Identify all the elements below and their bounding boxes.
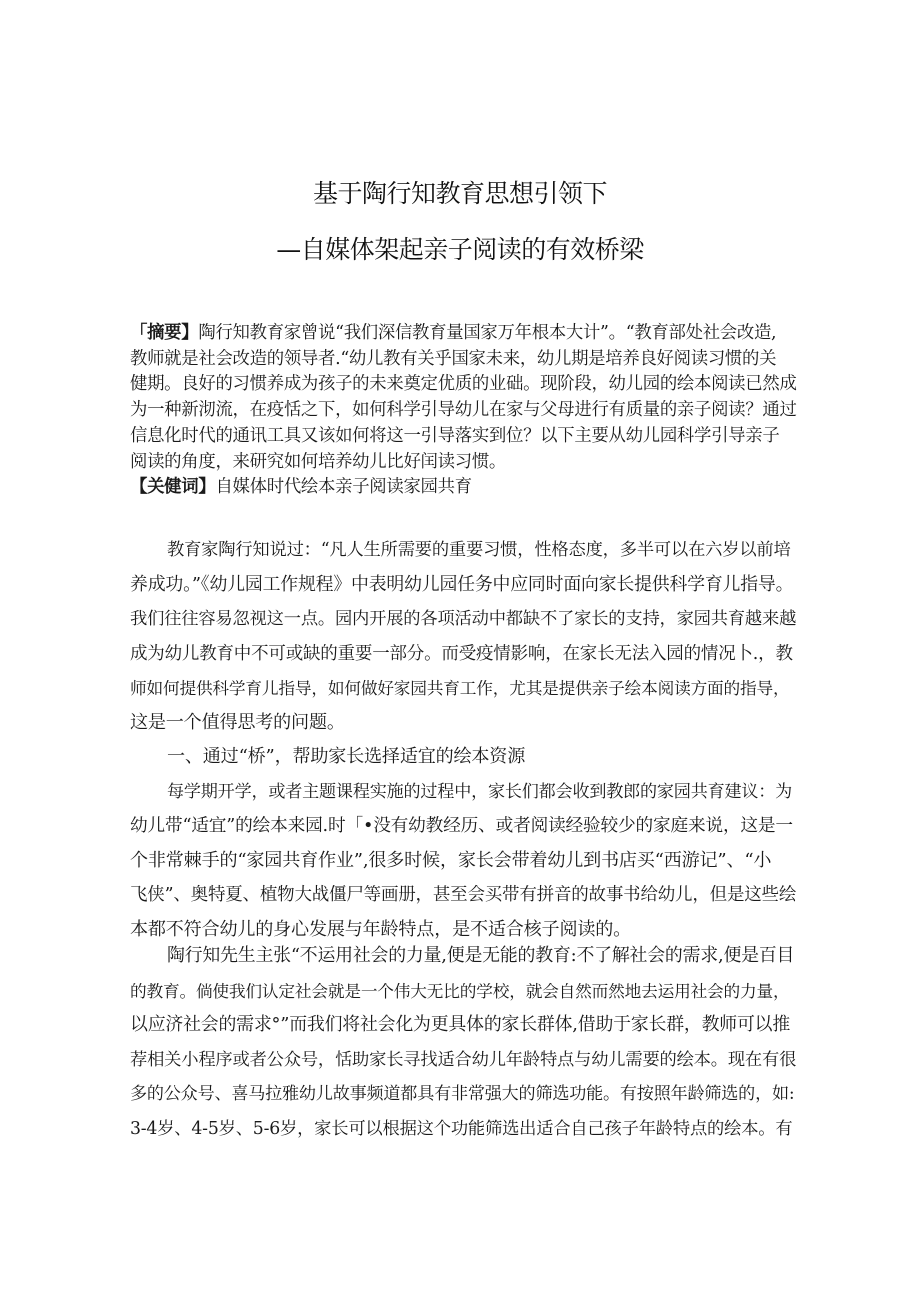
paragraph-line: 成为幼儿教育中不可或缺的重要一部分。而受疫情影响，在家长无法入园的情况卜.，教	[130, 643, 793, 664]
keywords-text: 自媒体时代绘本亲子阅读家园共育	[215, 477, 472, 498]
paragraph-line: 个非常棘手的“家园共育作业”,很多时候，家长会带着幼儿到书店买“西游记”、“小	[130, 849, 772, 871]
abstract-line: 健期。良好的习惯养成为孩子的未来奠定优质的业础。现阶段，幼儿园的绘本阅读已然成	[130, 374, 797, 395]
paragraph-line: 的教育。倘使我们认定社会就是一个伟大无比的学校，就会自然而然地去运用社会的力量，	[130, 980, 790, 1001]
paragraph-line: 这是一个值得思考的问题。	[130, 711, 345, 733]
keywords-label: 【关健词】	[130, 477, 216, 498]
abstract-line: 阅读的角度，来研究如何培养幼儿比好闰读习惯。	[130, 451, 506, 472]
document-title-line-2: —自媒体架起亲子阅读的有效桥梁	[276, 235, 644, 264]
paragraph-line: 多的公众号、喜马拉雅幼儿故事频道都具有非常强大的筛选功能。有按照年龄筛选的，如:	[130, 1084, 795, 1104]
paragraph-line: 幼儿带“适宜”的绘本来园.时「•没有幼教经历、或者阅读经验较少的家庭来说，这是一	[130, 816, 793, 836]
paragraph-line: 我们往往容易忽视这一点。园内开展的各项活动中都缺不了家长的支持，家园共育越来越	[130, 609, 797, 629]
paragraph-line: 飞侠”、奥特夏、植物大战僵尸等画册，甚至会买带有拼音的故事书给幼儿，但是这些绘	[130, 885, 797, 905]
paragraph-line: 荐相关小程序或者公众号，恬助家长寻找适合幼儿年龄特点与幼儿需要的绘本。现在有很	[130, 1049, 797, 1070]
abstract-line: 为一种新沏流，在疫恬之下，如何科学引导幼儿在家与父母进行有质量的亲子阅读？通过	[130, 400, 797, 421]
section-heading: 一、通过“桥”，帮助家长选择适宜的绘本资源	[167, 746, 526, 767]
paragraph-line: 3-4岁、4-5岁、5-6岁，家长可以根据这个功能筛选出适合自己孩子年龄特点的绘本。有	[130, 1118, 793, 1139]
paragraph-1	[130, 533, 795, 947]
paragraph-line: 师如何提供科学育儿指导，如何做好家园共育工作，尤其是提供亲子绘本阅读方面的指导，	[130, 678, 790, 698]
paragraph-line: 本都不符合幼儿的身心发展与年龄特点，是不适合核子阅读的。	[130, 918, 632, 940]
abstract-line: 教师就是社会改造的领导者.“幼儿教有关乎国家未来，幼儿期是培养良好阅读习惯的关	[130, 348, 777, 369]
paragraph-line: 每学期开学，或者主题课程实施的过程中，家长们都会收到教郎的家园共育建议：为	[167, 781, 793, 802]
document-title-line-1: 基于陶行知教育思想引领下	[312, 179, 607, 208]
paragraph-3	[130, 939, 795, 1146]
keywords-line	[130, 475, 810, 501]
abstract-label: 「摘要】	[130, 323, 199, 343]
abstract-line: 「摘要】陶行知教育家曾说“我们深信教育量国家万年根本大计”。“教育部处社会改造,	[130, 323, 777, 343]
abstract-line: 信息化时代的通讯工具又该如何将这一引导落实到位？以下主要从幼儿园科学引导亲子	[130, 425, 780, 446]
paragraph-line: 教育家陶行知说过：“凡人生所需要的重要习惯，性格态度，多半可以在六岁以前培	[167, 540, 791, 560]
paragraph-line: 以应济社会的需求°”而我们将社会化为更具体的家长群体,借助于家长群，教师可以推	[130, 1014, 791, 1035]
abstract-section	[130, 321, 810, 501]
paragraph-line: 陶行知先生主张“不运用社会的力量,便是无能的教育:不了解社会的需求,便是百目	[167, 945, 795, 966]
paragraph-line: 养成功。”《幼儿园工作规程》中表明幼儿园任务中应同时面向家长提供科学育儿指导。	[130, 573, 794, 595]
